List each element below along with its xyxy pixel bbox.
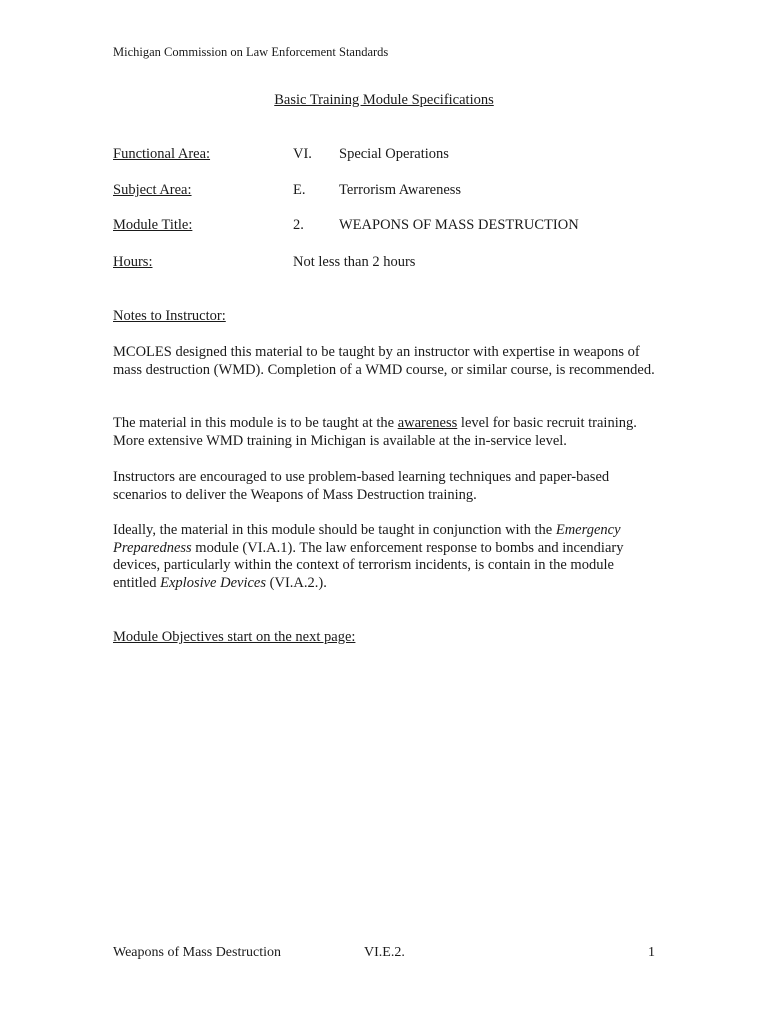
paragraph-awareness-text-b: level for basic recruit training. More extensive WMD training in Michigan is available at the in-service level.: [113, 415, 637, 449]
paragraph-conjunction-text-a: Ideally, the material in this module should be taught in conjunction with the: [113, 522, 556, 538]
module-title-value: WEAPONS OF MASS DESTRUCTION: [339, 217, 579, 233]
page-number: 1: [648, 945, 655, 960]
hours-label: Hours:: [113, 254, 153, 270]
module-title-number: 2.: [293, 217, 304, 233]
module-title-row: [113, 217, 673, 237]
notes-heading: Notes to Instructor:: [113, 308, 226, 324]
subject-area-value: Terrorism Awareness: [339, 182, 462, 198]
paragraph-conjunction-text-c: (VI.A.2.).: [266, 574, 327, 591]
footer-module-code: VI.E.2.: [364, 945, 405, 960]
emergency-preparedness-title: Emergency Preparedness: [113, 522, 621, 556]
explosive-devices-title: Explosive Devices: [160, 574, 267, 591]
functional-area-label: Functional Area:: [113, 146, 211, 162]
paragraph-awareness-text-a: The material in this module is to be taught at the: [113, 415, 398, 431]
module-title-label: Module Title:: [113, 217, 193, 233]
subject-area-label: Subject Area:: [113, 182, 192, 198]
paragraph-conjunction: [113, 522, 658, 592]
footer-module-name: Weapons of Mass Destruction: [113, 945, 282, 960]
document-title: [0, 92, 768, 109]
page-header: Michigan Commission on Law Enforcement Standards: [113, 45, 389, 59]
paragraph-techniques: Instructors are encouraged to use problem-based learning techniques and paper-based scenarios to deliver the Weapons of Mass Destruction training.: [113, 469, 610, 503]
subject-area-row: [113, 182, 673, 202]
awareness-term: awareness: [397, 415, 458, 431]
functional-area-row: [113, 146, 673, 166]
hours-value: Not less than 2 hours: [293, 254, 416, 270]
hours-row: [113, 254, 673, 274]
paragraph-expertise: MCOLES designed this material to be taught by an instructor with expertise in weapons of mass destruction (WMD). Completion of a WMD course, or similar course, is recommended.: [113, 344, 655, 378]
objectives-note: Module Objectives start on the next page:: [113, 629, 356, 645]
functional-area-value: Special Operations: [339, 146, 449, 162]
paragraph-conjunction-text-b: module (VI.A.1). The law enforcement response to bombs and incendiary devices, particularly within the context of terrorism incidents, is contain in the module entitled: [113, 539, 624, 591]
subject-area-number: E.: [293, 182, 306, 198]
document-title-text: Basic Training Module Specifications: [274, 92, 494, 108]
functional-area-number: VI.: [293, 146, 312, 162]
paragraph-awareness: [113, 415, 658, 450]
